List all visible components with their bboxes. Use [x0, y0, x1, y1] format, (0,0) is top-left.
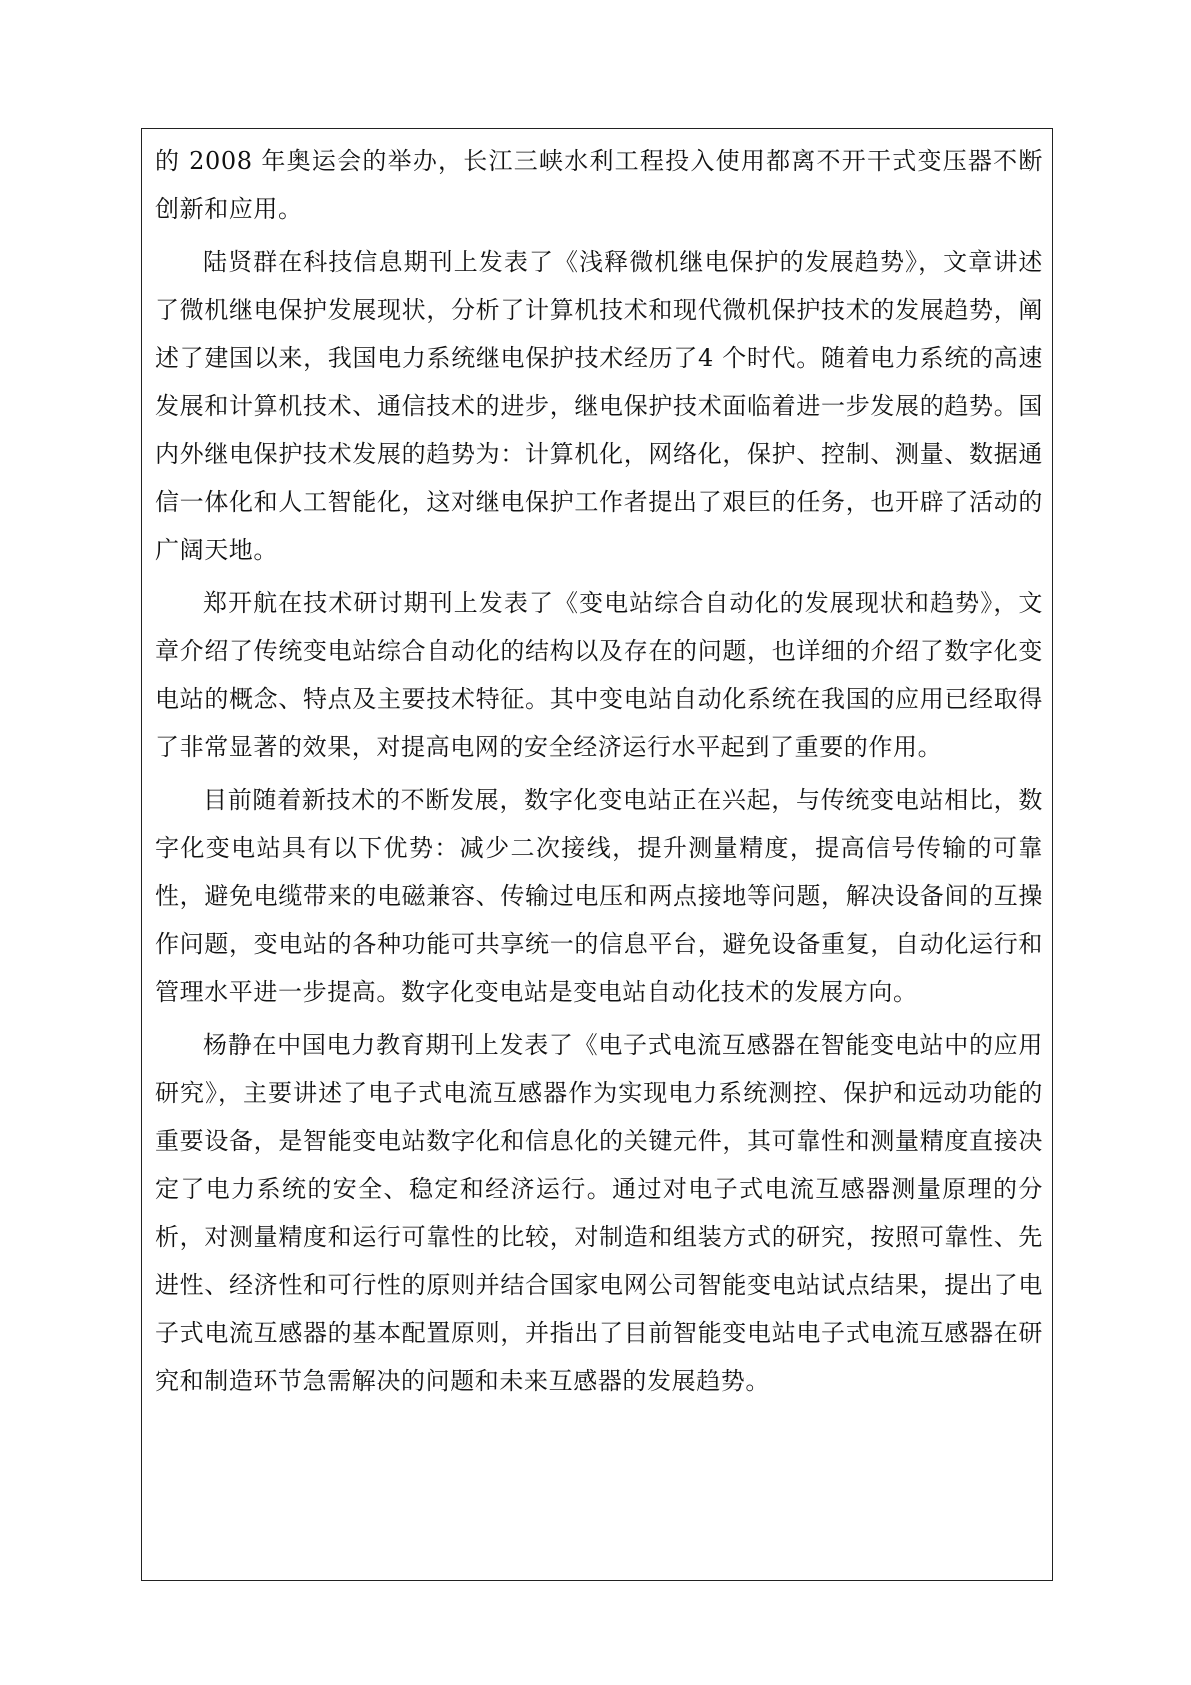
paragraph-yang-jing: 杨静在中国电力教育期刊上发表了《电子式电流互感器在智能变电站中的应用研究》，主要讲述了电子式电流互感器作为实现电力系统测控、保护和远动功能的重要设备，是智能变电站数字化和信息化的关键元件，其可靠性和测量精度直接决定了电力系统的安全、稳定和经济运行。通过对电子式电流互感器测量原理的分析，对测量精度和运行可靠性的比较，对制造和组装方式的研究，按照可靠性、先进性、经济性和可行性的原则并结合国家电网公司智能变电站试点结果，提出了电子式电流互感器的基本配置原则，并指出了目前智能变电站电子式电流互感器在研究和制造环节急需解决的问题和未来互感器的发展趋势。 [155, 1031, 1043, 1395]
paragraph-lu-xianqun: 陆贤群在科技信息期刊上发表了《浅释微机继电保护的发展趋势》，文章讲述了微机继电保护发展现状，分析了计算机技术和现代微机保护技术的发展趋势，阐述了建国以来，我国电力系统继电保护技术经历了4 个时代。随着电力系统的高速发展和计算机技术、通信技术的进步，继电保护技术面临着进一步发展的趋势。国内外继电保护技术发展的趋势为：计算机化，网络化，保护、控制、测量、数据通信一体化和人工智能化，这对继电保护工作者提出了艰巨的任务，也开辟了活动的广阔天地。 [155, 248, 1043, 564]
paragraph-continuation: 的 2008 年奥运会的举办，长江三峡水利工程投入使用都离不开干式变压器不断创新和应用。 [155, 147, 1043, 223]
paragraph-zheng-kaihang: 郑开航在技术研讨期刊上发表了《变电站综合自动化的发展现状和趋势》，文章介绍了传统变电站综合自动化的结构以及存在的问题，也详细的介绍了数字化变电站的概念、特点及主要技术特征。其中变电站自动化系统在我国的应用已经取得了非常显著的效果，对提高电网的安全经济运行水平起到了重要的作用。 [155, 589, 1043, 761]
document-body [155, 137, 1043, 1405]
document-frame [141, 128, 1053, 1581]
paragraph-digital-substation: 目前随着新技术的不断发展，数字化变电站正在兴起，与传统变电站相比，数字化变电站具有以下优势：减少二次接线，提升测量精度，提高信号传输的可靠性，避免电缆带来的电磁兼容、传输过电压和两点接地等问题，解决设备间的互操作问题，变电站的各种功能可共享统一的信息平台，避免设备重复，自动化运行和管理水平进一步提高。数字化变电站是变电站自动化技术的发展方向。 [155, 786, 1043, 1006]
